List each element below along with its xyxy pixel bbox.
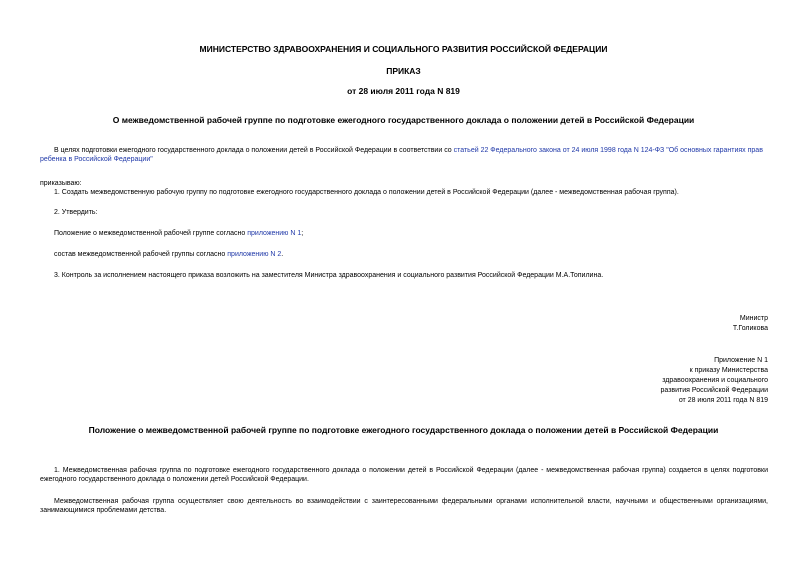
item-2a xyxy=(54,229,303,238)
appendix-line-5: от 28 июля 2011 года N 819 xyxy=(678,397,768,404)
item-2b xyxy=(54,250,283,259)
appendix-2-link[interactable]: приложению N 2 xyxy=(227,251,282,258)
preamble-text: В целях подготовки ежегодного государственного доклада о положении детей в Российской Федерации в соответствии со xyxy=(54,147,454,154)
appendix-title: Положение о межведомственной рабочей группе по подготовке ежегодного государственного доклада о положении детей в Российской Федерации xyxy=(88,425,719,435)
appendix-1-link[interactable]: приложению N 1 xyxy=(247,230,302,237)
item-3: 3. Контроль за исполнением настоящего приказа возложить на заместителя Министра здравоохранения и социального развития Российской Федерации М.А.Топилина. xyxy=(54,272,604,279)
document-title: О межведомственной рабочей группе по подготовке ежегодного государственного доклада о положении детей в Российской Федерации xyxy=(112,115,695,125)
document-type: ПРИКАЗ xyxy=(386,66,421,76)
appendix-line-3: здравоохранения и социального xyxy=(662,377,768,384)
item-2b-end: . xyxy=(281,251,284,258)
ministry-heading: МИНИСТЕРСТВО ЗДРАВООХРАНЕНИЯ И СОЦИАЛЬНОГО РАЗВИТИЯ РОССИЙСКОЙ ФЕДЕРАЦИИ xyxy=(199,44,608,54)
order-word: приказываю: xyxy=(40,180,82,187)
appendix-line-2: к приказу Министерства xyxy=(689,367,768,374)
appendix-paragraph-1: 1. Межведомственная рабочая группа по подготовке ежегодного государственного доклада о положении детей в Российской Федерации (далее - межведомственная рабочая группа) создается в целях подготовки ежегодного государственного доклада о положении детей Российской Федерации. xyxy=(40,467,768,483)
signature-position: Министр xyxy=(739,315,768,322)
item-1: 1. Создать межведомственную рабочую группу по подготовке ежегодного государственного доклада о положении детей в Российской Федерации (далее - межведомственная рабочая группа). xyxy=(54,189,679,196)
appendix-line-4: развития Российской Федерации xyxy=(660,387,768,394)
item-2a-text: Положение о межведомственной рабочей группе согласно xyxy=(54,230,248,237)
appendix-line-1: Приложение N 1 xyxy=(714,357,768,364)
item-2: 2. Утвердить: xyxy=(54,209,98,216)
document-date-number: от 28 июля 2011 года N 819 xyxy=(347,86,460,96)
preamble-paragraph xyxy=(40,146,775,164)
appendix-paragraph-2: Межведомственная рабочая группа осуществляет свою деятельность во взаимодействии с заинтересованными федеральными органами исполнительной власти, научными и общественными организациями, занимающимися проблемами детства. xyxy=(40,498,768,514)
item-2a-end: ; xyxy=(301,230,304,237)
law-article-link[interactable]: статьей 22 Федерального закона от 24 июля 1998 года N 124-ФЗ "Об основных гарантиях прав ребенка в Российской Федерации" xyxy=(40,147,763,163)
item-2b-text: состав межведомственной рабочей группы согласно xyxy=(54,251,228,258)
signature-name: Т.Голикова xyxy=(732,325,768,332)
